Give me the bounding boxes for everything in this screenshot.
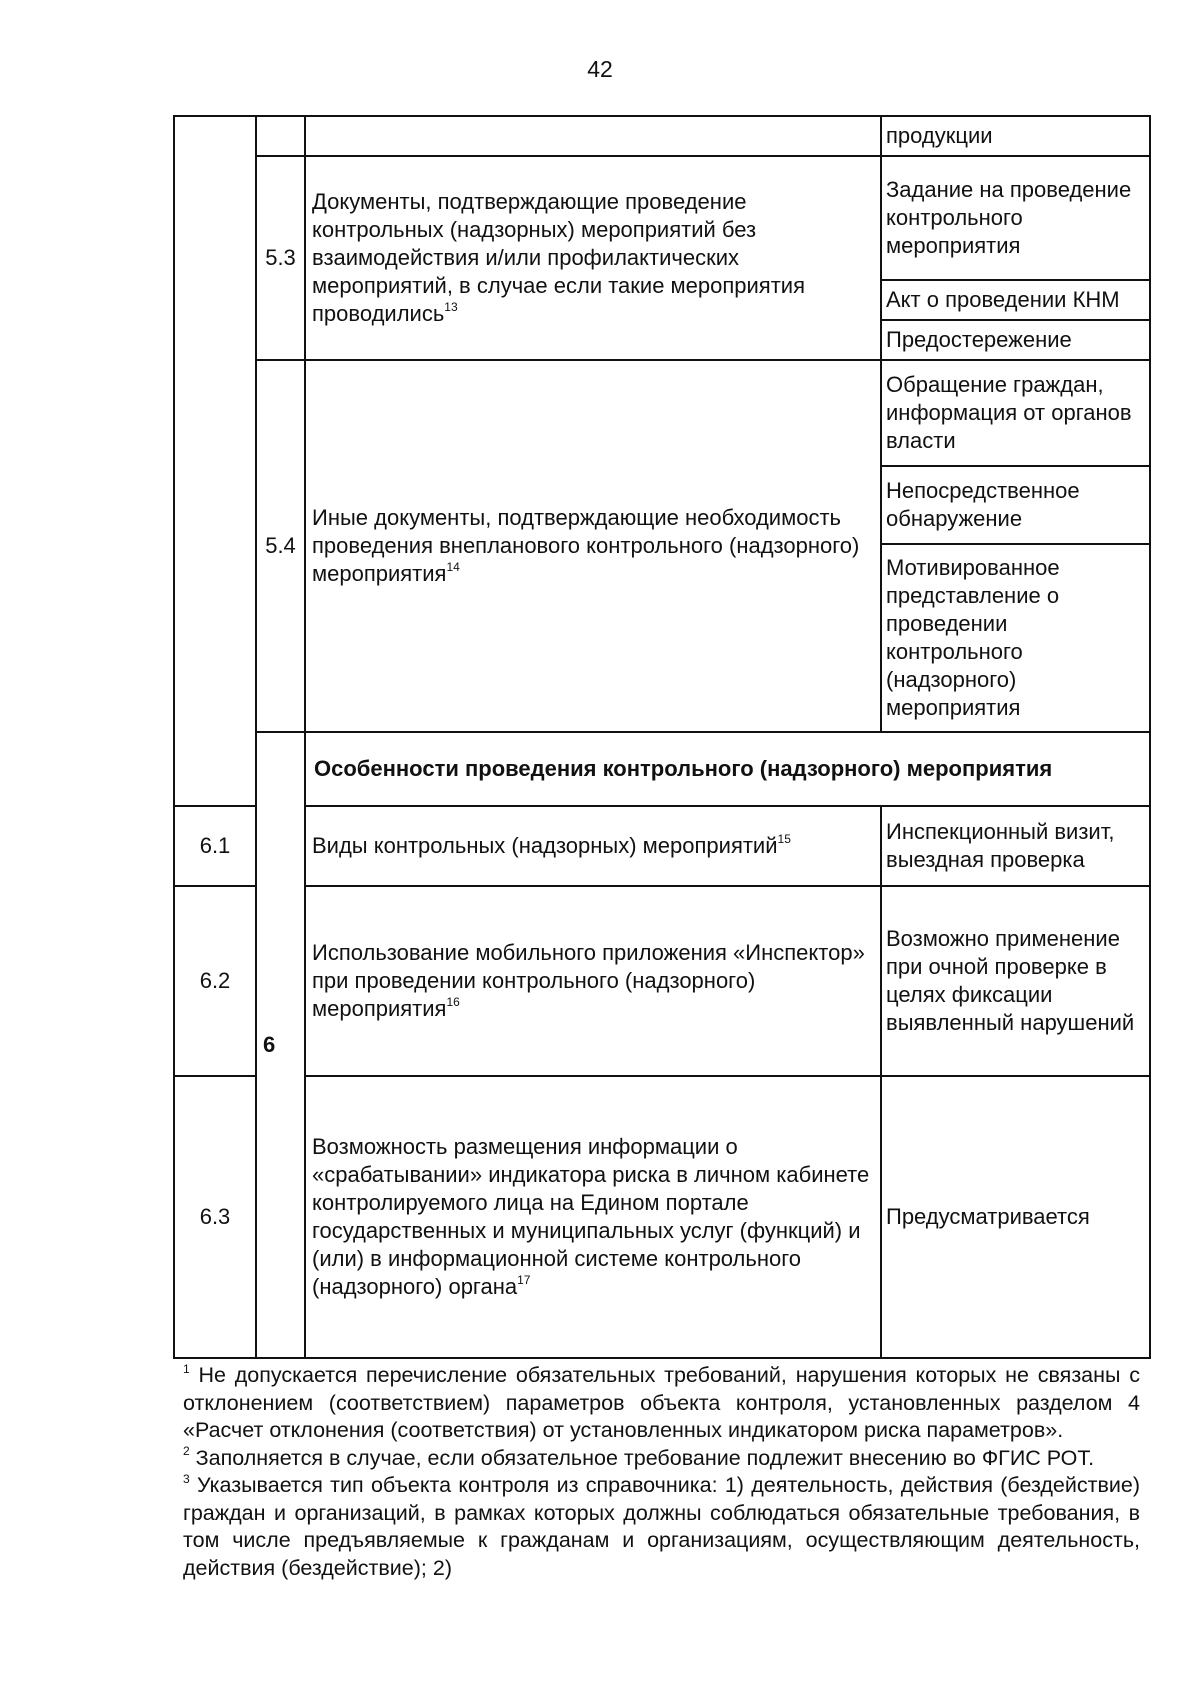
item-number: 5.3 [256, 156, 305, 360]
item-description: Возможность размещения информации о «срабатывании» индикатора риска в личном кабинете контролируемого лица на Едином портале государственных и муниципальных услуг (функций) и (или) в информационной системе контрольного (надзорного) органа$^{17}$ [305, 1076, 881, 1358]
footnote-text: Указывается тип объекта контроля из справочника: 1) деятельность, действия (бездействие) граждан и организаций, в рамках которых должны соблюдаться обязательные требования, в том числе предъявляемые к гражданам и организациям, осуществляющим деятельность, действия (бездействие); 2) [183, 1473, 1140, 1580]
item-value: Предусматривается [881, 1076, 1150, 1358]
table-row [174, 732, 1150, 806]
item-value: Акт о проведении КНМ [881, 280, 1150, 320]
item-value: Инспекционный визит, выездная проверка [881, 806, 1150, 886]
table-row [174, 886, 1150, 1076]
footnotes [183, 1362, 1140, 1582]
footnote-ref[interactable]: 14 [446, 559, 460, 574]
item-description: Иные документы, подтверждающие необходимость проведения внепланового контрольного (надзорного) мероприятия$^{14}$ [305, 360, 881, 732]
item-description: Документы, подтверждающие проведение контрольных (надзорных) мероприятий без взаимодействия и/или профилактических мероприятий, в случае если такие мероприятия проводились$^{13}$ [305, 156, 881, 360]
footnote-ref[interactable]: 15 [777, 831, 791, 846]
item-number: 5.4 [256, 360, 305, 732]
item-number: 6.2 [174, 886, 256, 1076]
item-value: продукции [881, 116, 1150, 156]
item-description: Виды контрольных (надзорных) мероприятий$^{15}$ [305, 806, 881, 886]
footnote-ref[interactable]: 17 [517, 1272, 531, 1287]
table-row [174, 1076, 1150, 1358]
footnote [183, 1472, 1140, 1582]
item-number-cell [256, 116, 305, 156]
footnote [183, 1362, 1140, 1445]
page-number: 42 [587, 56, 613, 82]
footnote-ref[interactable]: 13 [444, 299, 458, 314]
item-value: Предостережение [881, 320, 1150, 360]
footnote-ref[interactable]: 16 [446, 994, 460, 1009]
item-number: 6.3 [174, 1076, 256, 1358]
table-row [174, 156, 1150, 280]
item-value: Непосредственное обнаружение [881, 466, 1150, 544]
footnote-text: Заполняется в случае, если обязательное требование подлежит внесению во ФГИС РОТ. [195, 1445, 1095, 1470]
section-number: 6 [256, 732, 305, 1358]
item-description: Использование мобильного приложения «Инспектор» при проведении контрольного (надзорного) мероприятия$^{16}$ [305, 886, 881, 1076]
table-row [174, 360, 1150, 466]
section-5-number-cell [174, 116, 256, 806]
indicator-table [173, 115, 1151, 1359]
item-value: Возможно применение при очной проверке в целях фиксации выявленный нарушений [881, 886, 1150, 1076]
footnote-mark: 1 [183, 1361, 190, 1376]
table-row [174, 116, 1150, 156]
item-value: Мотивированное представление о проведении контрольного (надзорного) мероприятия [881, 544, 1150, 732]
item-value: Задание на проведение контрольного мероприятия [881, 156, 1150, 280]
footnote [183, 1445, 1140, 1473]
footnote-text: Не допускается перечисление обязательных требований, нарушения которых не связаны с отклонением (соответствием) параметров объекта контроля, установленных разделом 4 «Расчет отклонения (соответствия) от установленных индикатором риска параметров». [183, 1363, 1140, 1442]
item-description-cell [305, 116, 881, 156]
table-row [174, 806, 1150, 886]
section-title: Особенности проведения контрольного (надзорного) мероприятия [305, 732, 1150, 806]
item-value: Обращение граждан, информация от органов власти [881, 360, 1150, 466]
item-number: 6.1 [174, 806, 256, 886]
footnote-mark: 3 [183, 1471, 190, 1486]
footnote-mark: 2 [183, 1444, 190, 1459]
